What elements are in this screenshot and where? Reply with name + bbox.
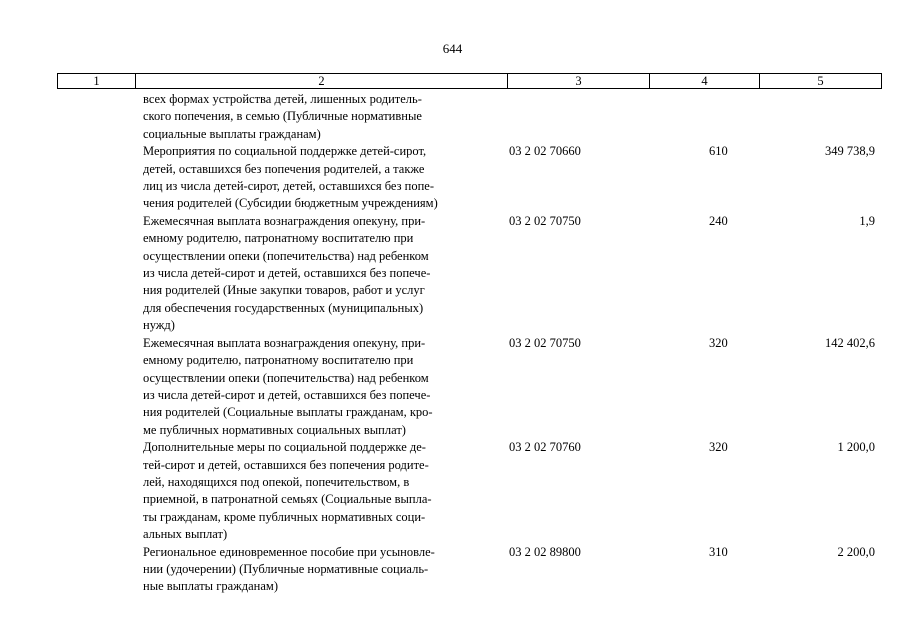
row-type: 320 [709, 335, 728, 350]
description-line: социальные выплаты гражданам) [143, 126, 321, 141]
description-line: нии (удочерении) (Публичные нормативные социаль- [143, 561, 429, 576]
row-amount: 349 738,9 [825, 144, 875, 159]
description-line: тей-сирот и детей, оставшихся без попечения родите- [143, 457, 429, 472]
description-line: ты гражданам, кроме публичных нормативных соци- [143, 509, 426, 524]
description-line: для обеспечения государственных (муниципальных) [143, 300, 424, 315]
description-line: лиц из числа детей-сирот, детей, оставшихся без попе- [143, 179, 435, 194]
row-amount: 142 402,6 [825, 335, 875, 350]
description-line: из числа детей-сирот и детей, оставшихся без попече- [143, 266, 431, 281]
row-code: 03 2 02 70660 [509, 144, 581, 159]
row-type: 610 [709, 144, 728, 159]
description-line: Ежемесячная выплата вознаграждения опекуну, при- [143, 213, 426, 228]
table-row [57, 143, 881, 213]
description-line: лей, находящихся под опекой, попечительством, в [143, 474, 410, 489]
description-line: ные выплаты гражданам) [143, 579, 278, 594]
row-amount: 1 200,0 [837, 440, 875, 455]
row-type: 320 [709, 440, 728, 455]
description-line: всех формах устройства детей, лишенных родитель- [143, 92, 422, 106]
description-line: ния родителей (Социальные выплаты гражданам, кро- [143, 405, 433, 420]
column-header-row [58, 74, 882, 89]
row-description [135, 91, 507, 143]
row-description [135, 544, 507, 596]
description-line: Региональное единовременное пособие при усыновле- [143, 544, 435, 559]
column-header-table [57, 73, 882, 89]
row-type: 310 [709, 544, 728, 559]
description-line: альных выплат) [143, 527, 228, 542]
description-line: чения родителей (Субсидии бюджетным учреждениям) [143, 196, 438, 211]
description-line: Мероприятия по социальной поддержке детей-сирот, [143, 144, 427, 159]
description-line: емному родителю, патронатному воспитателю при [143, 353, 414, 368]
description-line: детей, оставшихся без попечения родителей, а также [143, 161, 425, 176]
row-amount: 1,9 [859, 213, 875, 228]
table-row [57, 335, 881, 439]
column-header-1: 1 [58, 74, 136, 89]
table-row [57, 91, 881, 143]
row-description [135, 439, 507, 543]
description-line: ме публичных нормативных социальных выплат) [143, 422, 406, 437]
description-line: ского попечения, в семью (Публичные нормативные [143, 109, 422, 124]
description-line: из числа детей-сирот и детей, оставшихся без попече- [143, 387, 431, 402]
column-header-4: 4 [650, 74, 760, 89]
description-line: Ежемесячная выплата вознаграждения опекуну, при- [143, 335, 426, 350]
row-description [135, 213, 507, 335]
column-header-3: 3 [508, 74, 650, 89]
row-code: 03 2 02 89800 [509, 544, 581, 559]
description-line: осуществлении опеки (попечительства) над ребенком [143, 248, 429, 263]
table-row [57, 544, 881, 596]
row-code: 03 2 02 70750 [509, 213, 581, 228]
table-row [57, 439, 881, 543]
description-line: осуществлении опеки (попечительства) над ребенком [143, 370, 429, 385]
row-code: 03 2 02 70750 [509, 335, 581, 350]
table-row [57, 213, 881, 335]
column-header-2: 2 [136, 74, 508, 89]
description-line: ния родителей (Иные закупки товаров, работ и услуг [143, 283, 425, 298]
description-line: Дополнительные меры по социальной поддержке де- [143, 440, 426, 455]
row-description [135, 143, 507, 213]
row-description [135, 335, 507, 439]
row-amount: 2 200,0 [837, 544, 875, 559]
description-line: нужд) [143, 318, 175, 333]
table-body [57, 91, 881, 596]
row-type: 240 [709, 213, 728, 228]
page-number: 644 [442, 41, 463, 56]
description-line: приемной, в патронатной семьях (Социальные выпла- [143, 492, 432, 507]
row-code: 03 2 02 70760 [509, 440, 581, 455]
description-line: емному родителю, патронатному воспитателю при [143, 231, 414, 246]
column-header-5: 5 [760, 74, 882, 89]
